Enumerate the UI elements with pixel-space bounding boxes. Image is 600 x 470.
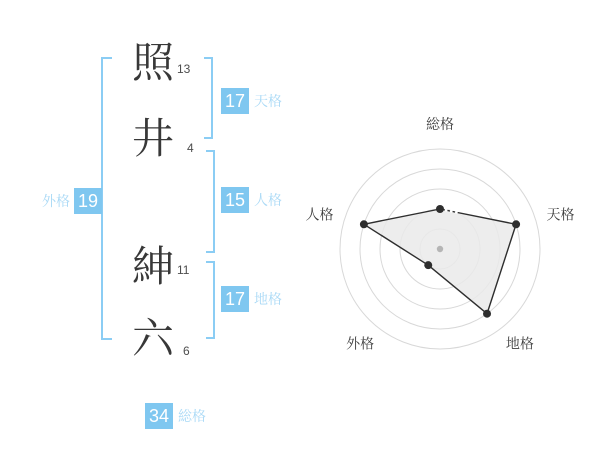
tenkaku-value-badge: 17 (221, 88, 249, 114)
tenkaku-bracket (204, 57, 213, 139)
radar-axis-label: 地格 (505, 335, 534, 352)
chikaku-label: 地格 (254, 291, 282, 307)
radar-polygon (364, 209, 516, 314)
radar-axis-label: 外格 (346, 335, 375, 352)
stroke-count-2: 4 (187, 141, 194, 155)
jinkaku-bracket (206, 150, 215, 253)
radar-axis-label: 人格 (305, 206, 334, 223)
jinkaku-label: 人格 (254, 192, 282, 208)
name-char-1: 照 (131, 39, 174, 86)
radar-vertex-dot (424, 261, 432, 269)
soukaku-value-badge: 34 (145, 403, 173, 429)
radar-vertex-dot (360, 220, 368, 228)
name-char-3: 紳 (131, 243, 174, 290)
radar-vertex-dot (512, 220, 520, 228)
chikaku-bracket (206, 261, 215, 339)
radar-center-dot (437, 246, 443, 252)
stroke-count-4: 6 (183, 344, 190, 358)
gaikaku-label: 外格 (42, 193, 70, 209)
radar-vertex-dot (436, 205, 444, 213)
jinkaku-value-badge: 15 (221, 187, 249, 213)
chikaku-value-badge: 17 (221, 286, 249, 312)
soukaku-label: 総格 (178, 408, 206, 424)
radar-vertex-dot (483, 310, 491, 318)
tenkaku-label: 天格 (254, 93, 282, 109)
stroke-count-1: 13 (177, 62, 191, 76)
stroke-count-3: 11 (177, 263, 190, 277)
name-char-4: 六 (131, 315, 174, 362)
gaikaku-bracket (101, 57, 112, 340)
radar-chart (290, 99, 590, 399)
radar-axis-label: 天格 (546, 206, 575, 223)
name-char-2: 井 (131, 115, 174, 162)
gaikaku-value-badge: 19 (74, 188, 102, 214)
radar-axis-label: 総格 (426, 116, 454, 132)
